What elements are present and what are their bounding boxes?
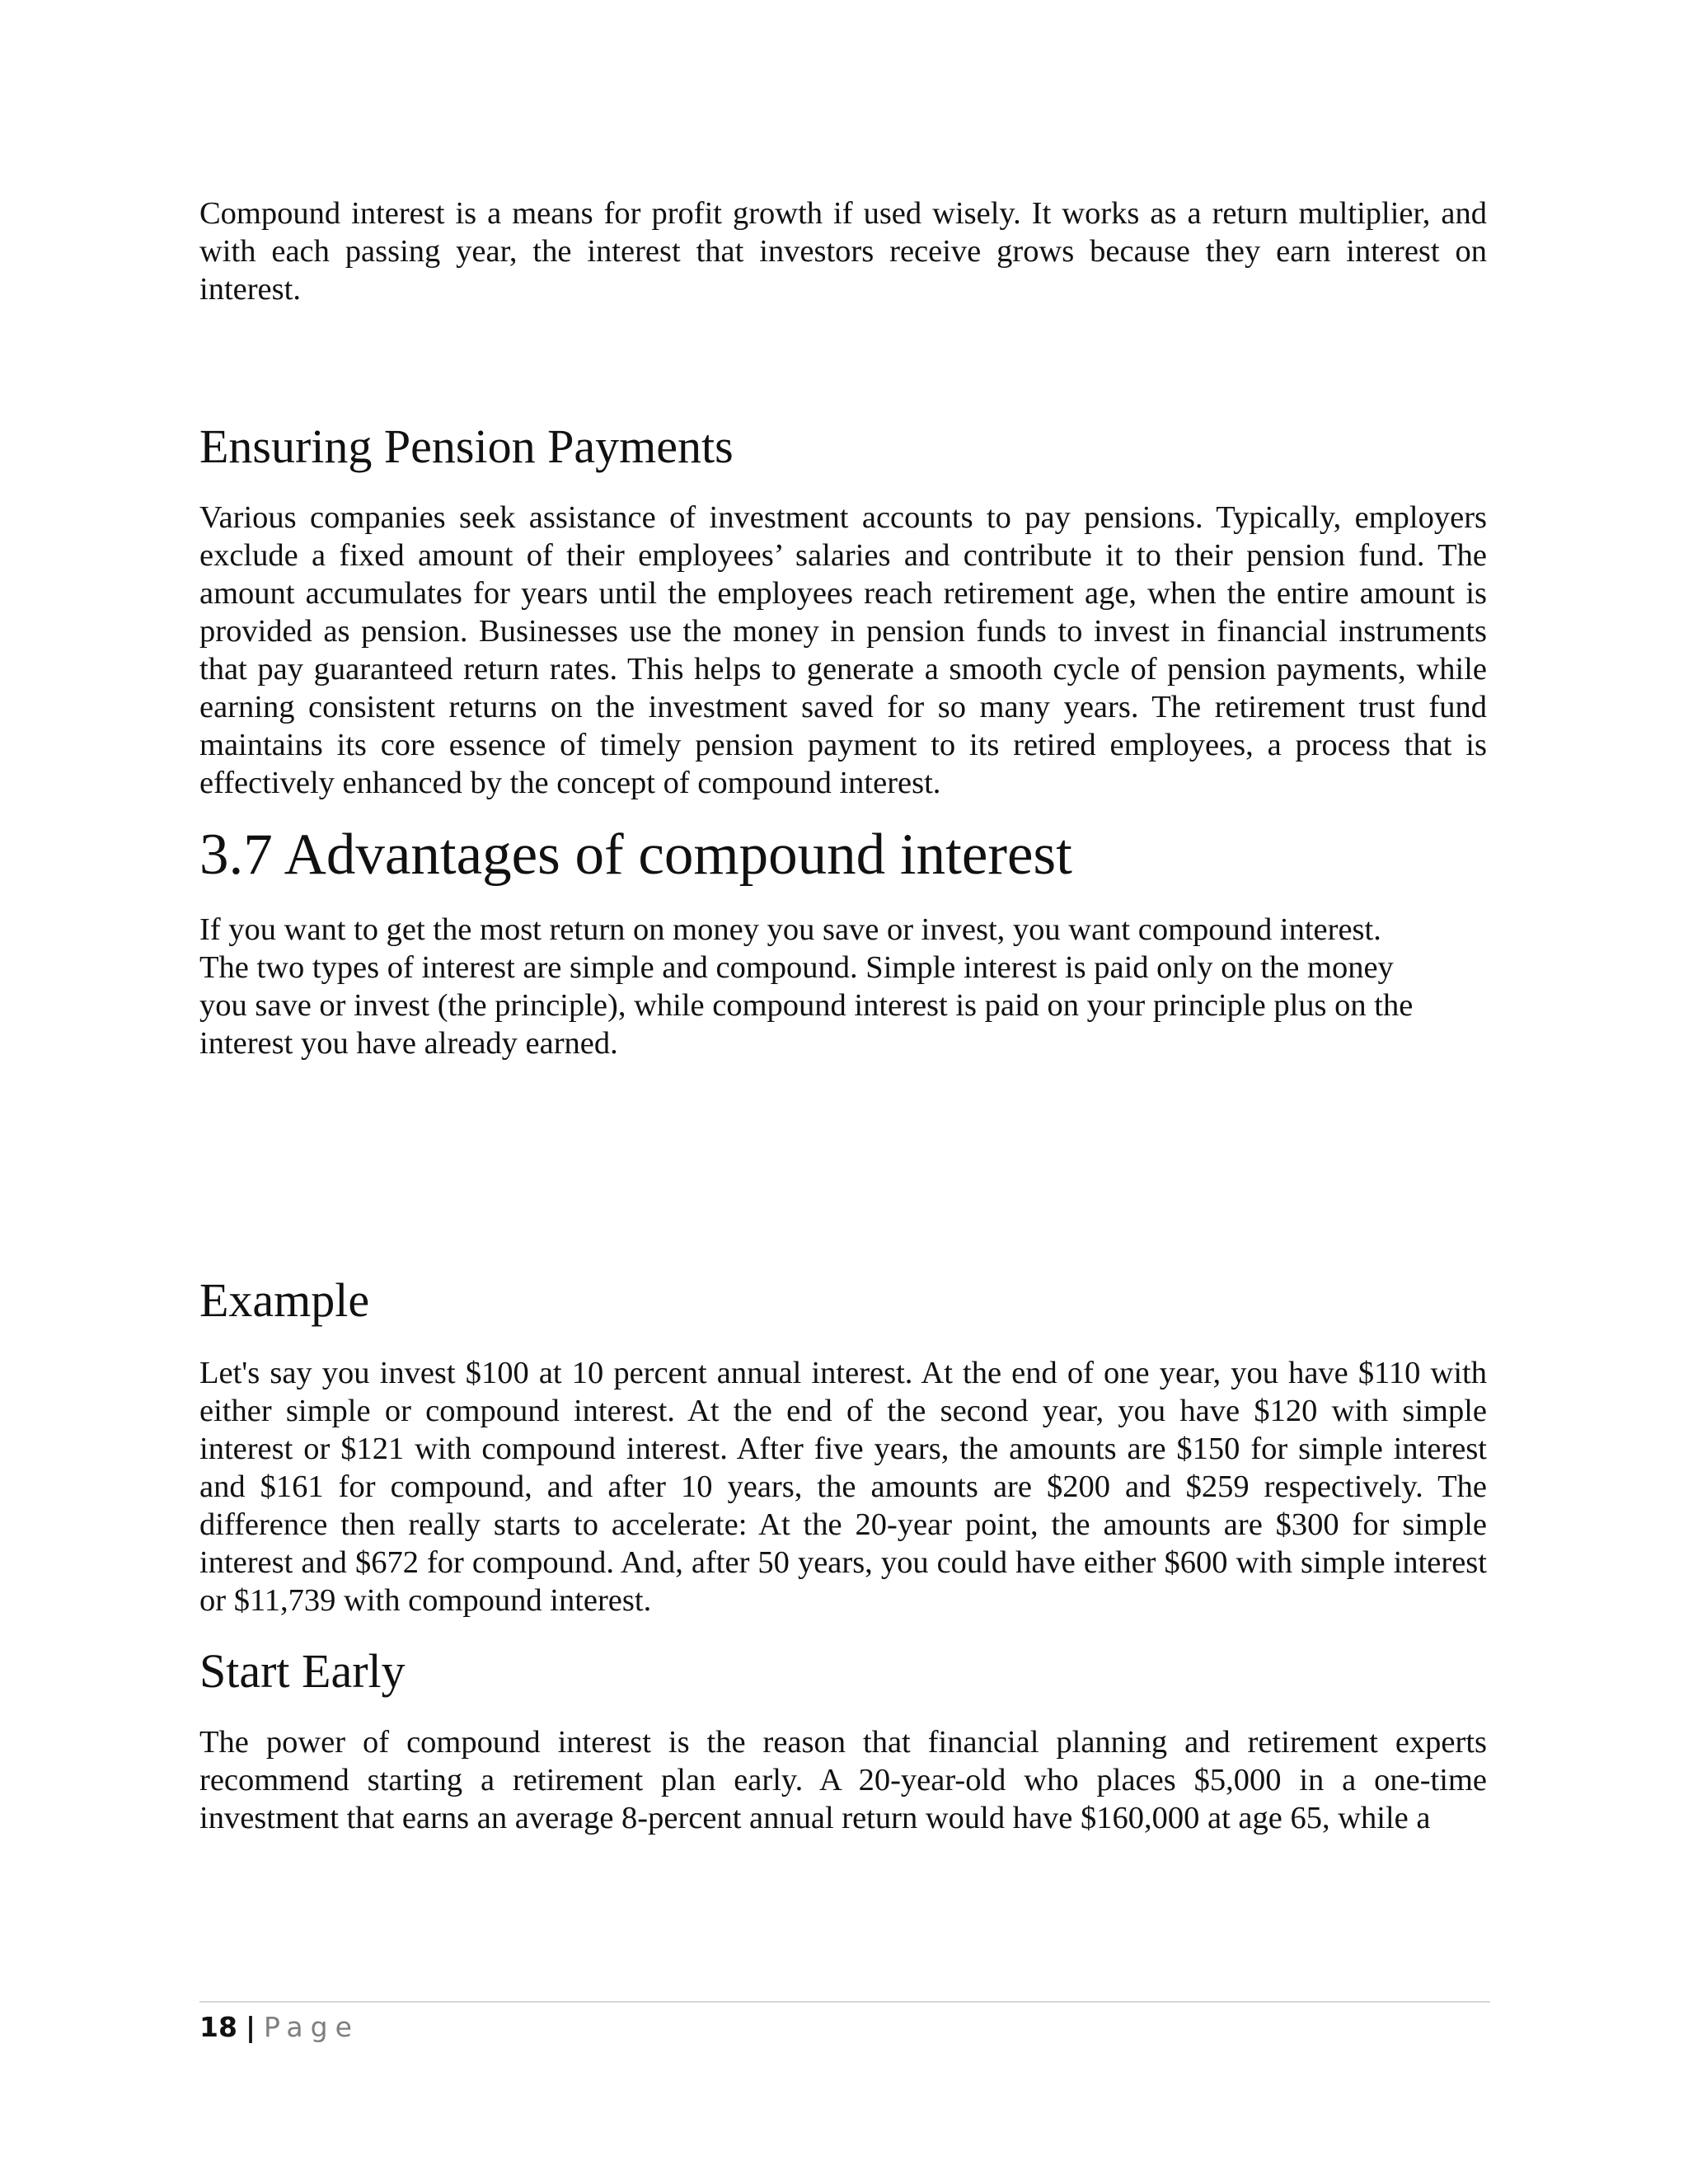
section-heading: 3.7 Advantages of compound interest xyxy=(199,823,1072,887)
page-number: 18 xyxy=(199,2011,237,2043)
start-early-paragraph: The power of compound interest is the reason that financial planning and retirement experts recommend starting a retirement plan early. A 20-year-old who places $5,000 in a one-time investment that earns an average 8-percent annual return would have $160,000 at age 65, while a xyxy=(199,1725,1487,1835)
advantages-line: If you want to get the most return on money you save or invest, you want compound interest. xyxy=(199,912,1381,947)
advantages-line: The two types of interest are simple and compound. Simple interest is paid only on the money xyxy=(199,950,1394,985)
pension-paragraph: Various companies seek assistance of investment accounts to pay pensions. Typically, employers exclude a fixed amount of their employees’ salaries and contribute it to their pension fund. The amount accumulates for years until the employees reach retirement age, when the entire amount is provided as pension. Businesses use the money in pension funds to invest in financial instruments that pay guaranteed return rates. This helps to generate a smooth cycle of pension payments, while earning consistent returns on the investment saved for so many years. The retirement trust fund maintains its core essence of timely pension payment to its retired employees, a process that is effectively enhanced by the concept of compound interest. xyxy=(199,500,1487,800)
footer-divider xyxy=(199,2001,1490,2003)
page-word: Page xyxy=(264,2011,359,2043)
advantages-line: interest you have already earned. xyxy=(199,1026,618,1061)
advantages-paragraph xyxy=(199,911,1487,1062)
page-footer xyxy=(199,2011,359,2044)
advantages-line: you save or invest (the principle), while compound interest is paid on your principle plus on the xyxy=(199,988,1414,1023)
start-early-heading: Start Early xyxy=(199,1644,406,1698)
example-paragraph: Let's say you invest $100 at 10 percent annual interest. At the end of one year, you have $110 with either simple or compound interest. At the end of the second year, you have $120 with simple interest or $121 with compound interest. After five years, the amounts are $150 for simple interest and $161 for compound, and after 10 years, the amounts are $200 and $259 respectively. The difference then really starts to accelerate: At the 20-year point, the amounts are $300 for simple interest and $672 for compound. And, after 50 years, you could have either $600 with simple interest or $11,739 with compound interest. xyxy=(199,1356,1487,1618)
example-heading: Example xyxy=(199,1273,370,1327)
pension-heading: Ensuring Pension Payments xyxy=(199,419,734,473)
page-content xyxy=(199,194,1487,1837)
intro-paragraph: Compound interest is a means for profit growth if used wisely. It works as a return multiplier, and with each passing year, the interest that investors receive grows because they earn interest on interest. xyxy=(199,196,1487,307)
footer-separator: | xyxy=(245,2011,256,2043)
